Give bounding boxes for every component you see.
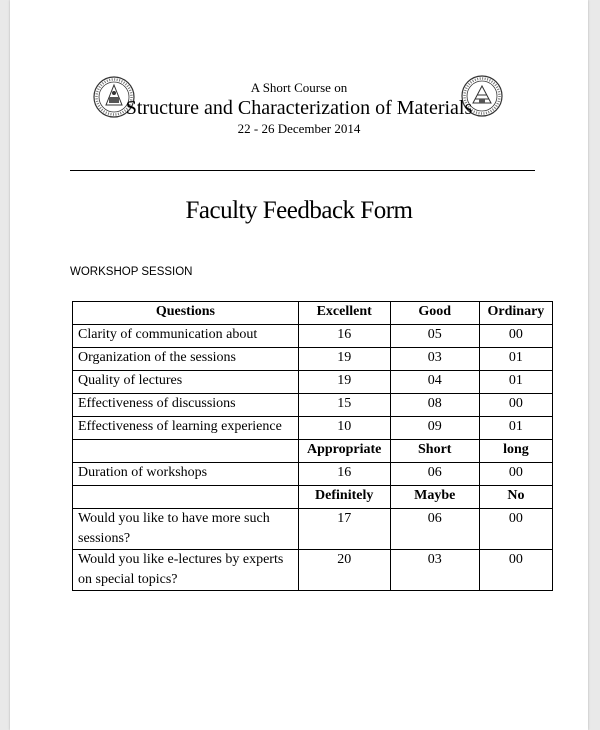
value-cell: 20 [298, 550, 390, 591]
question-cell: Duration of workshops [73, 463, 299, 486]
value-cell: 16 [298, 463, 390, 486]
header-excellent: Excellent [298, 302, 390, 325]
subheader-appropriate: Appropriate [298, 440, 390, 463]
empty-cell [73, 486, 299, 509]
subheader-row [73, 440, 553, 463]
value-cell: 01 [479, 417, 552, 440]
table-row [73, 348, 553, 371]
value-cell: 03 [390, 348, 479, 371]
value-cell: 00 [479, 509, 552, 550]
value-cell: 05 [390, 325, 479, 348]
value-cell: 19 [298, 348, 390, 371]
feedback-table [72, 301, 553, 591]
value-cell: 03 [390, 550, 479, 591]
table-row [73, 371, 553, 394]
question-cell: Effectiveness of learning experience [73, 417, 299, 440]
value-cell: 00 [479, 463, 552, 486]
header-good: Good [390, 302, 479, 325]
divider [70, 170, 535, 171]
table-row [73, 463, 553, 486]
value-cell: 19 [298, 371, 390, 394]
section-label: WORKSHOP SESSION [70, 266, 193, 278]
value-cell: 06 [390, 463, 479, 486]
question-cell: Would you like to have more such sessions? [73, 509, 299, 550]
value-cell: 06 [390, 509, 479, 550]
empty-cell [73, 440, 299, 463]
question-cell: Organization of the sessions [73, 348, 299, 371]
table-row [73, 417, 553, 440]
course-title: Structure and Characterization of Materials [125, 97, 473, 119]
document-page [10, 0, 588, 730]
question-cell: Effectiveness of discussions [73, 394, 299, 417]
value-cell: 01 [479, 371, 552, 394]
subheader-short: Short [390, 440, 479, 463]
header-questions: Questions [73, 302, 299, 325]
value-cell: 00 [479, 550, 552, 591]
course-intro: A Short Course on [250, 80, 348, 95]
table-row [73, 550, 553, 591]
question-cell: Quality of lectures [73, 371, 299, 394]
value-cell: 17 [298, 509, 390, 550]
value-cell: 04 [390, 371, 479, 394]
value-cell: 10 [298, 417, 390, 440]
table-row [73, 509, 553, 550]
table-row [73, 325, 553, 348]
table-row [73, 394, 553, 417]
value-cell: 00 [479, 394, 552, 417]
value-cell: 00 [479, 325, 552, 348]
question-cell: Would you like e-lectures by experts on special topics? [73, 550, 299, 591]
form-title: Faculty Feedback Form [185, 197, 413, 224]
course-dates: 22 - 26 December 2014 [237, 121, 361, 136]
subheader-no: No [479, 486, 552, 509]
value-cell: 16 [298, 325, 390, 348]
value-cell: 01 [479, 348, 552, 371]
subheader-row [73, 486, 553, 509]
value-cell: 15 [298, 394, 390, 417]
subheader-maybe: Maybe [390, 486, 479, 509]
subheader-definitely: Definitely [298, 486, 390, 509]
header-ordinary: Ordinary [479, 302, 552, 325]
value-cell: 09 [390, 417, 479, 440]
question-cell: Clarity of communication about [73, 325, 299, 348]
value-cell: 08 [390, 394, 479, 417]
table-header-row [73, 302, 553, 325]
subheader-long: long [479, 440, 552, 463]
